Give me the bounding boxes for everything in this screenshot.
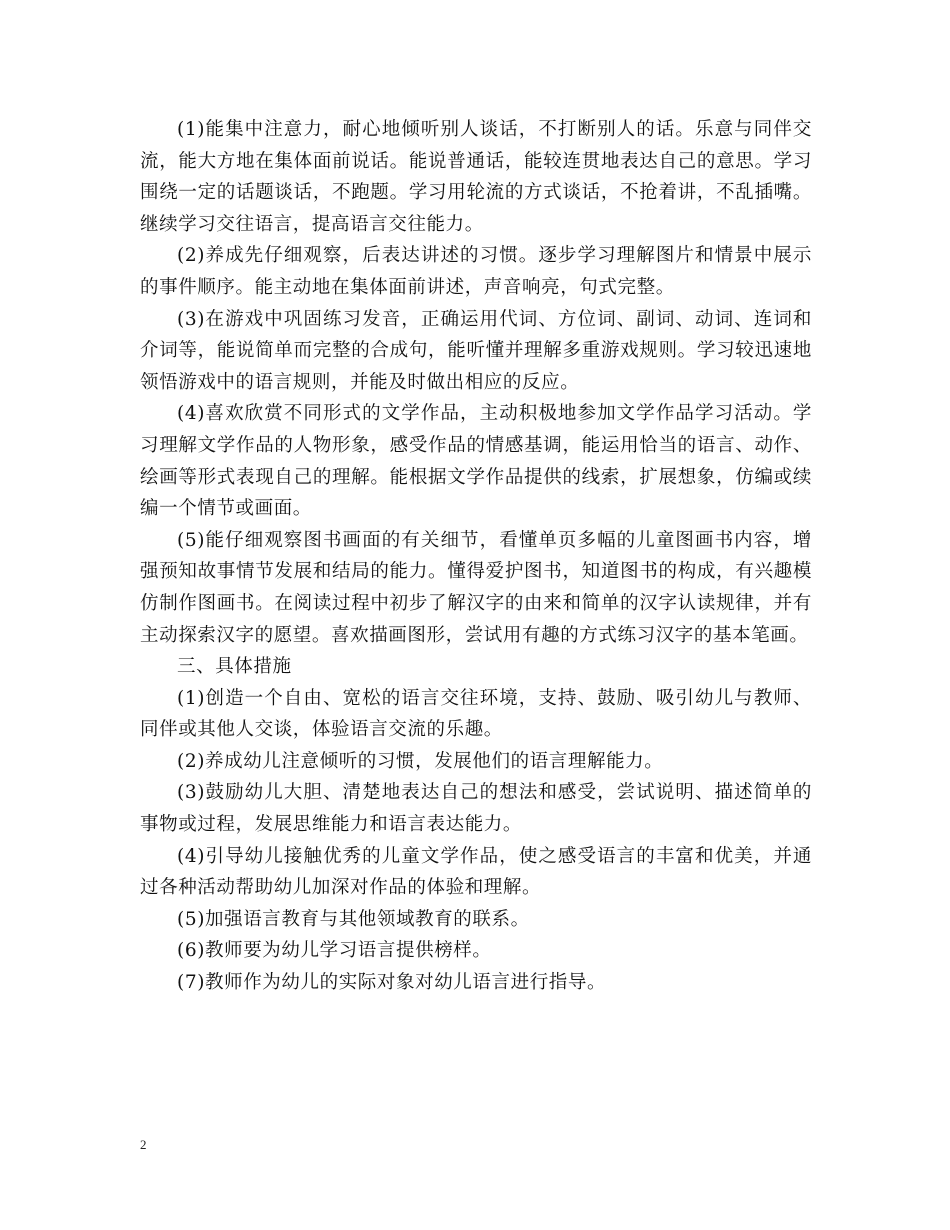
paragraph-goal-2: (2)养成先仔细观察，后表达讲述的习惯。逐步学习理解图片和情景中展示的事件顺序。能主动地在集体面前讲述，声音响亮，句式完整。 bbox=[140, 245, 812, 298]
paragraph-measure-6: (6)教师要为幼儿学习语言提供榜样。 bbox=[177, 940, 492, 962]
document-body bbox=[140, 114, 812, 999]
paragraph-measure-4: (4)引导幼儿接触优秀的儿童文学作品，使之感受语言的丰富和优美，并通过各种活动帮助幼儿加深对作品的体验和理解。 bbox=[140, 845, 812, 899]
page-number: 2 bbox=[140, 1137, 147, 1152]
paragraph-measure-1: (1)创造一个自由、宽松的语言交往环境，支持、鼓励、吸引幼儿与教师、同伴或其他人交谈，体验语言交流的乐趣。 bbox=[140, 687, 812, 741]
paragraph-goal-1: (1)能集中注意力，耐心地倾听别人谈话，不打断别人的话。乐意与同伴交流，能大方地在集体面前说话。能说普通话，能较连贯地表达自己的意思。学习围绕一定的话题谈话，不跑题。学习用轮流的方式谈话，不抢着讲，不乱插嘴。继续学习交往语言，提高语言交往能力。 bbox=[140, 119, 812, 235]
paragraph-goal-3: (3)在游戏中巩固练习发音，正确运用代词、方位词、副词、动词、连词和介词等，能说简单而完整的合成句，能听懂并理解多重游戏规则。学习较迅速地领悟游戏中的语言规则，并能及时做出相应的反应。 bbox=[140, 308, 812, 393]
paragraph-measure-3: (3)鼓励幼儿大胆、清楚地表达自己的想法和感受，尝试说明、描述简单的事物或过程，发展思维能力和语言表达能力。 bbox=[140, 782, 812, 836]
paragraph-measure-2: (2)养成幼儿注意倾听的习惯，发展他们的语言理解能力。 bbox=[177, 750, 664, 772]
section-heading-measures: 三、具体措施 bbox=[177, 656, 292, 678]
paragraph-measure-5: (5)加强语言教育与其他领域教育的联系。 bbox=[177, 908, 530, 930]
paragraph-goal-5: (5)能仔细观察图书画面的有关细节，看懂单页多幅的儿童图画书内容，增强预知故事情节发展和结局的能力。懂得爱护图书，知道图书的构成，有兴趣模仿制作图画书。在阅读过程中初步了解汉字的由来和简单的汉字认读规律，并有主动探索汉字的愿望。喜欢描画图形，尝试用有趣的方式练习汉字的基本笔画。 bbox=[140, 529, 812, 646]
paragraph-goal-4: (4)喜欢欣赏不同形式的文学作品，主动积极地参加文学作品学习活动。学习理解文学作品的人物形象，感受作品的情感基调，能运用恰当的语言、动作、绘画等形式表现自己的理解。能根据文学作品提供的线索，扩展想象，仿编或续编一个情节或画面。 bbox=[140, 403, 812, 520]
paragraph-measure-7: (7)教师作为幼儿的实际对象对幼儿语言进行指导。 bbox=[177, 972, 607, 994]
